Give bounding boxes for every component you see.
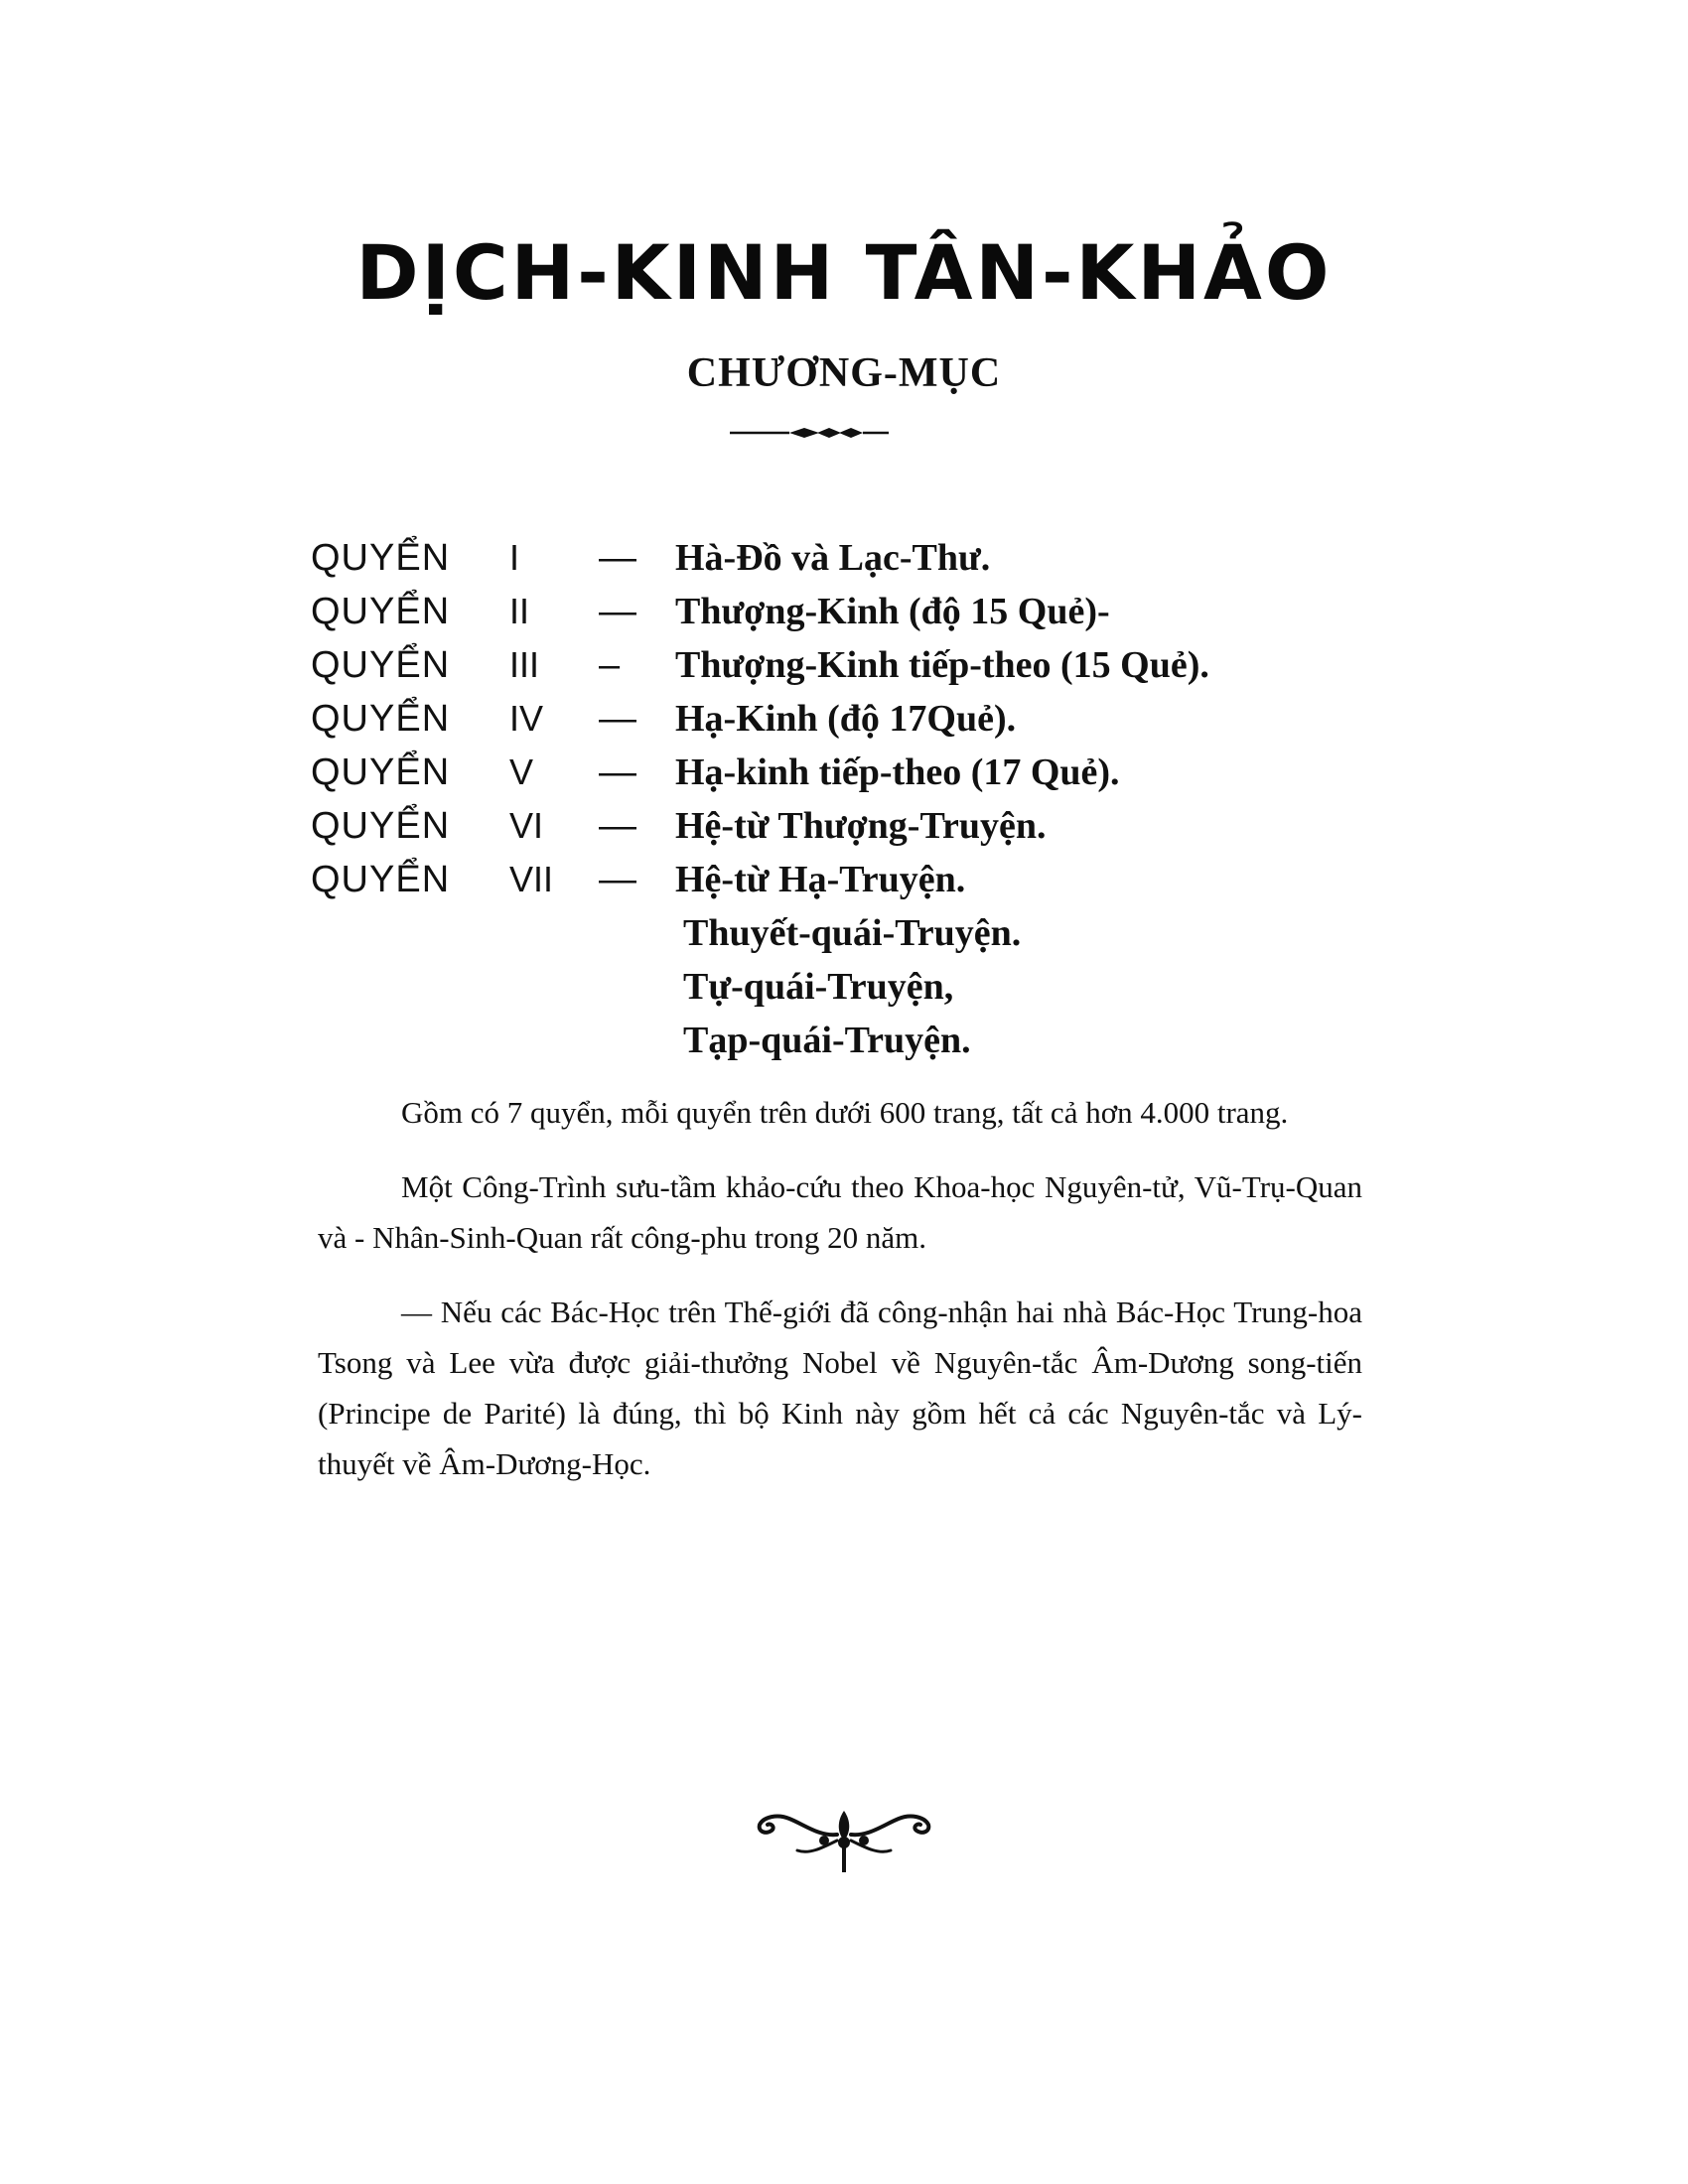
toc-volume-label: QUYỂN [311,591,451,632]
toc-dash: — [599,698,636,740]
toc-volume-label: QUYỂN [311,859,451,900]
toc-dash: — [599,591,636,632]
toc-volume-number: III [509,644,540,685]
toc-dash: — [599,859,636,900]
toc-volume-title: Hạ-Kinh (độ 17Quẻ). [675,698,1017,740]
toc-entry [311,853,1403,906]
toc-dash: — [599,805,636,847]
toc-subentry: Tạp-quái-Truyện. [683,1020,971,1061]
toc-volume-number: I [509,537,520,578]
paragraph-research-work: Một Công-Trình sưu-tầm khảo-cứu theo Khoa-học Nguyên-tử, Vũ-Trụ-Quan và - Nhân-Sinh-Quan rất công-phu trong 20 năm. [318,1169,1362,1255]
toc-entry [311,638,1403,692]
toc-volume-label: QUYỂN [311,698,451,740]
toc-entry [311,531,1403,585]
description-text [318,1087,1362,1513]
toc-volume-title: Hệ-từ Hạ-Truyện. [675,859,966,900]
toc-volume-title: Hạ-kinh tiếp-theo (17 Quẻ). [675,751,1120,793]
toc-volume-title: Thượng-Kinh (độ 15 Quẻ)- [675,591,1110,632]
page-subtitle: CHƯƠNG-MỤC [686,350,1002,396]
toc-volume-title: Hệ-từ Thượng-Truyện. [675,805,1047,847]
toc-volume-label: QUYỂN [311,751,451,793]
toc-entry [311,746,1403,799]
toc-volume-number: VII [509,859,554,899]
floral-flourish-icon [750,1797,938,1876]
toc-entry [311,692,1403,746]
toc-subentry: Tự-quái-Truyện, [683,966,954,1008]
toc-volume-title: Hà-Đồ và Lạc-Thư. [675,537,991,579]
toc-volume-number: IV [509,698,544,739]
toc-dash: – [599,644,621,686]
dash-diamond-divider-icon [730,425,889,441]
toc-volume-label: QUYỂN [311,537,451,579]
toc-dash: — [599,537,636,579]
toc-entry [311,585,1403,638]
toc-volume-title: Thượng-Kinh tiếp-theo (15 Quẻ). [675,644,1209,686]
toc-volume-number: VI [509,805,544,846]
toc-dash: — [599,751,636,793]
toc-volume-number: V [509,751,534,792]
toc-entry [311,799,1403,853]
toc-volume-label: QUYỂN [311,805,451,847]
toc-volume-label: QUYỂN [311,644,451,686]
paragraph-nobel-parity: — Nếu các Bác-Học trên Thế-giới đã công-nhận hai nhà Bác-Học Trung-hoa Tsong và Lee vừa được giải-thưởng Nobel về Nguyên-tắc Âm-Dương song-tiến (Principe de Parité) là đúng, thì bộ Kinh này gồm hết cả các Nguyên-tắc và Lý-thuyết về Âm-Dương-Học. [318,1295,1362,1481]
toc-volume-number: II [509,591,530,631]
toc-subentry: Thuyết-quái-Truyện. [683,912,1022,954]
page-title: DỊCH-KINH TÂN-KHẢO [355,228,1333,317]
paragraph-volume-count: Gồm có 7 quyển, mỗi quyển trên dưới 600 trang, tất cả hơn 4.000 trang. [401,1095,1289,1130]
table-of-contents [311,531,1403,1067]
